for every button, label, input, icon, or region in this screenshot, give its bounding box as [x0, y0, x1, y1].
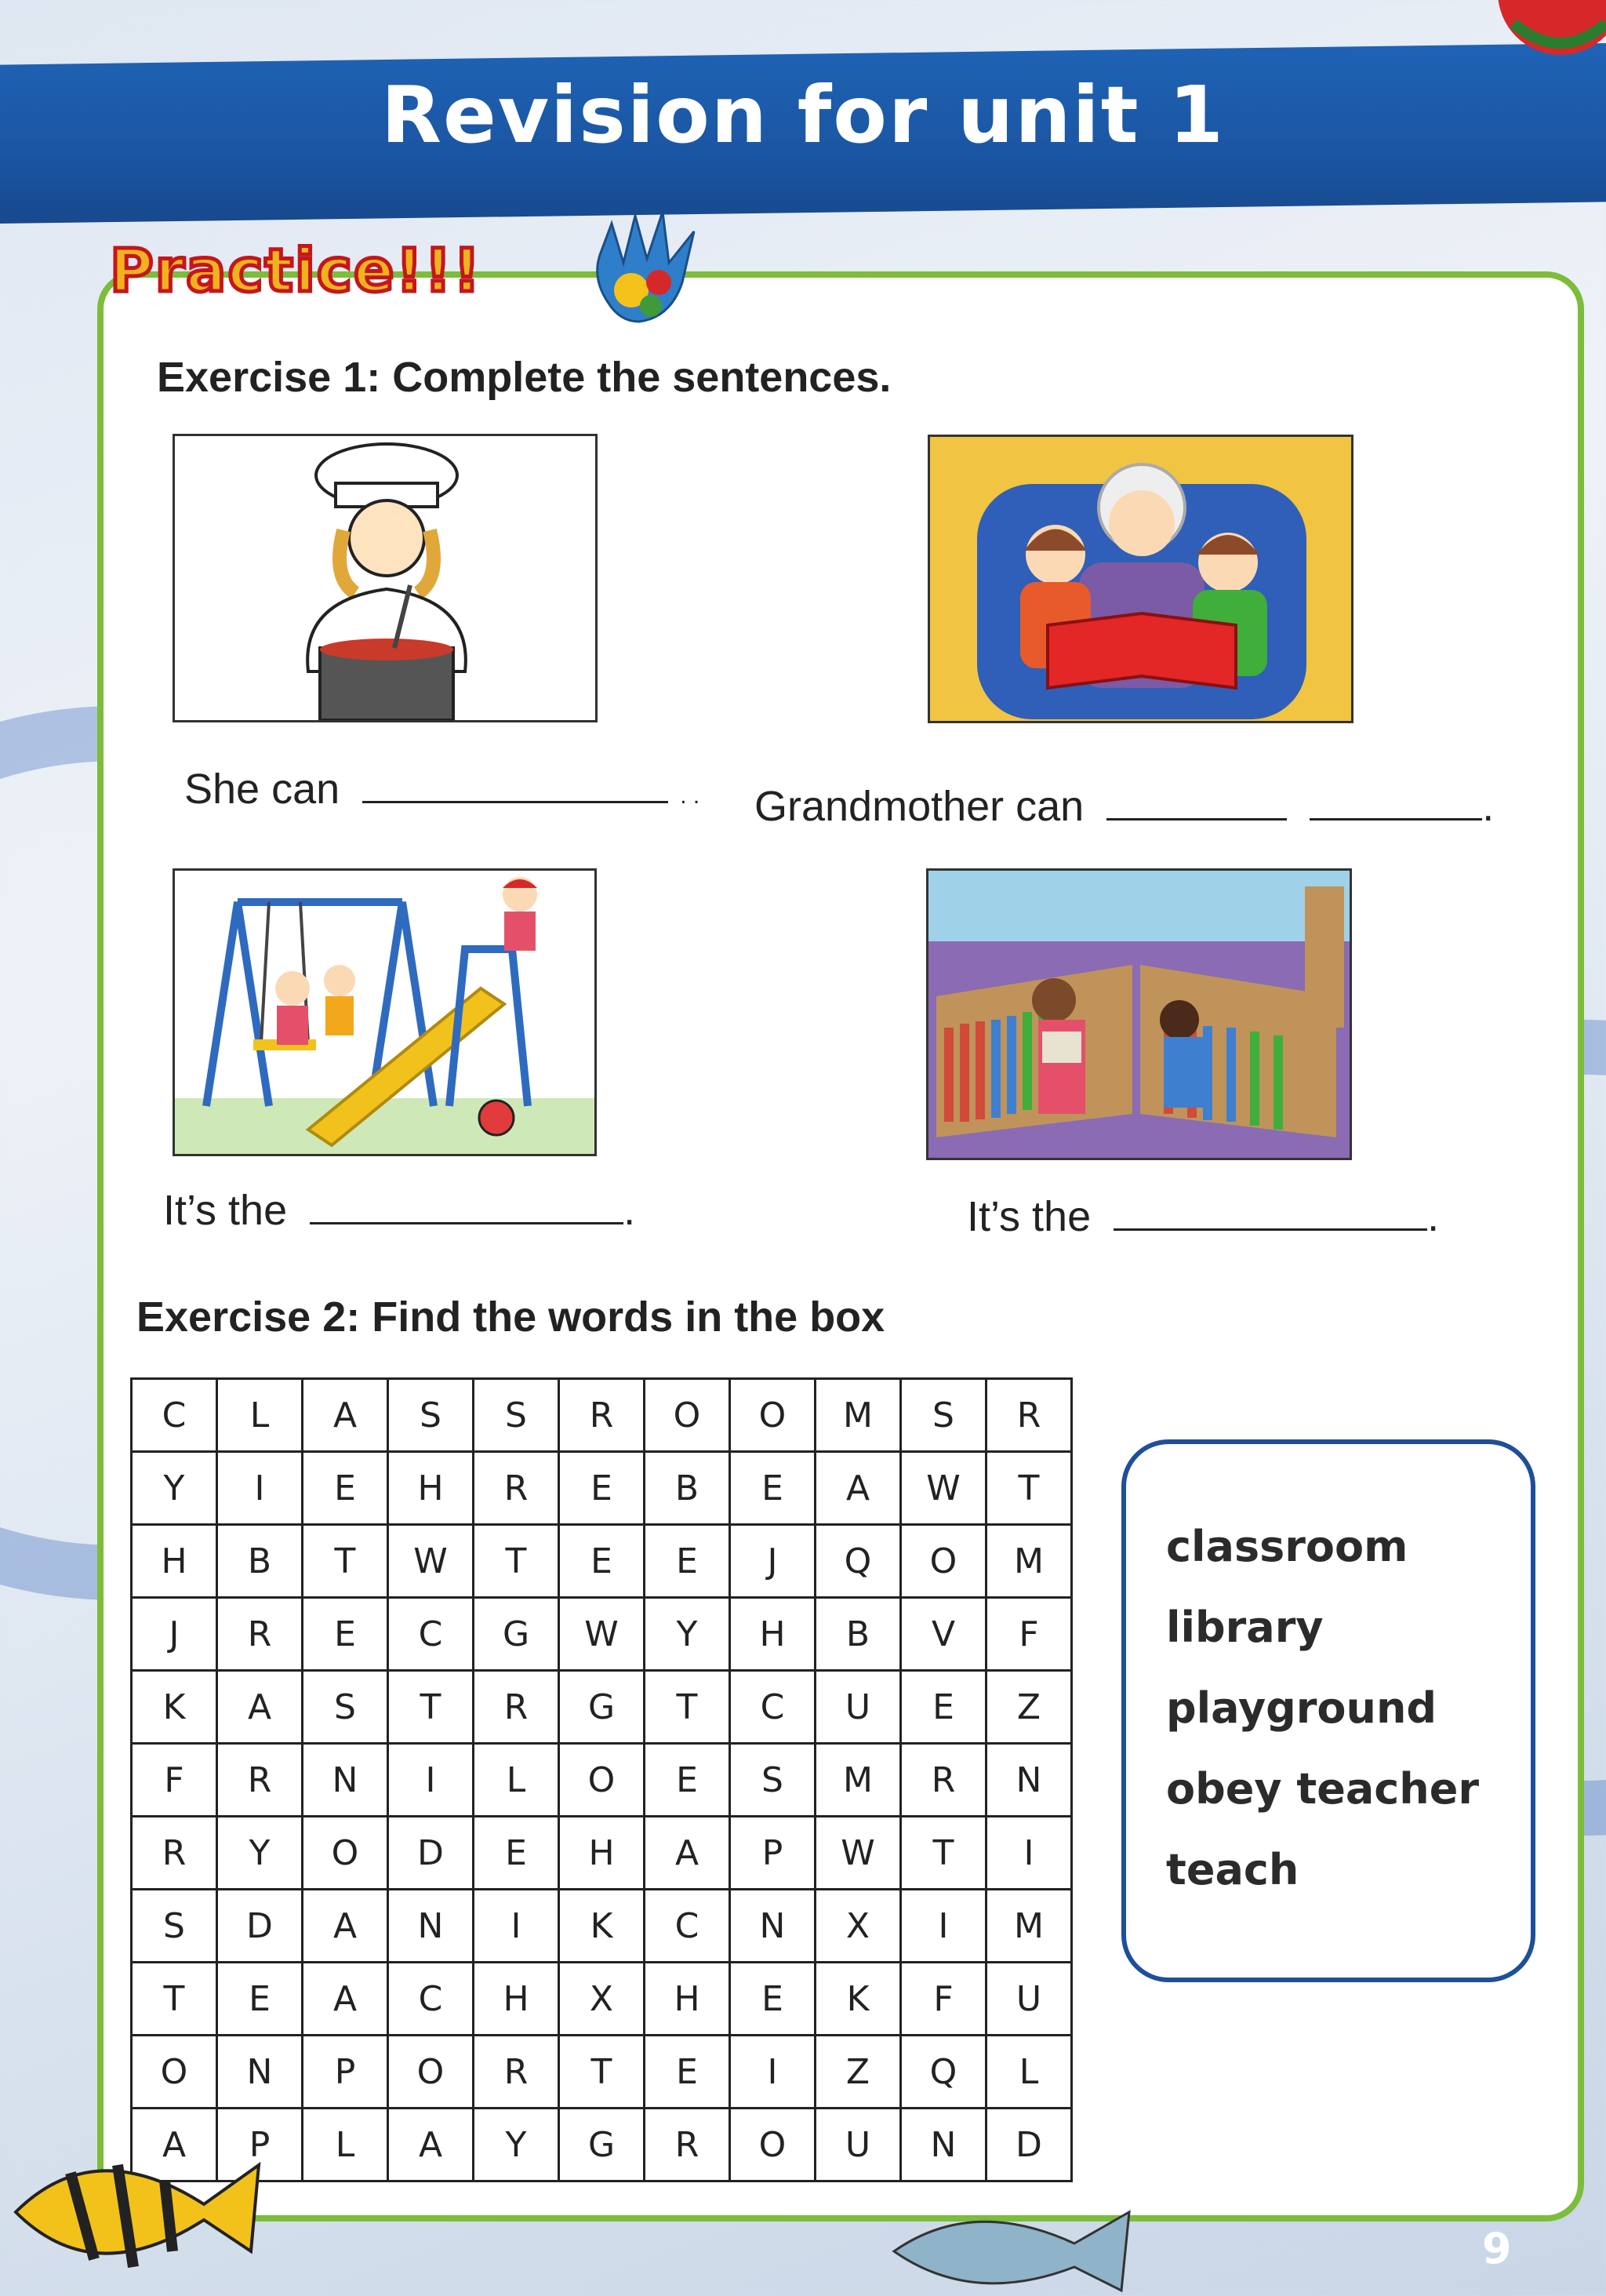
grid-cell[interactable]: O [730, 2109, 816, 2181]
grid-cell[interactable]: N [730, 1890, 816, 1963]
grid-cell[interactable]: I [474, 1890, 559, 1963]
grid-cell[interactable]: K [132, 1671, 217, 1744]
grid-cell[interactable]: N [303, 1744, 388, 1817]
sentence-3 [163, 1186, 635, 1235]
grid-cell[interactable]: T [388, 1671, 474, 1744]
sentence-4-suffix: . [1427, 1193, 1440, 1240]
grid-cell[interactable]: O [303, 1817, 388, 1890]
painted-hand-icon [576, 208, 718, 333]
grid-cell[interactable]: U [816, 1671, 901, 1744]
sentence-2-blank-a[interactable] [1106, 787, 1287, 821]
grid-cell[interactable]: M [816, 1744, 901, 1817]
grid-cell[interactable]: C [645, 1890, 730, 1963]
grid-cell[interactable]: R [559, 1379, 645, 1452]
grid-cell[interactable]: T [645, 1671, 730, 1744]
grid-cell[interactable]: S [474, 1379, 559, 1452]
grid-cell[interactable]: G [474, 1598, 559, 1671]
grid-cell[interactable]: A [303, 1963, 388, 2036]
sentence-3-prefix: It’s the [163, 1187, 288, 1234]
grid-cell[interactable]: V [901, 1598, 986, 1671]
grid-cell[interactable]: D [217, 1890, 303, 1963]
grid-cell[interactable]: E [559, 1452, 645, 1525]
grid-cell[interactable]: E [474, 1817, 559, 1890]
grid-cell[interactable]: D [388, 1817, 474, 1890]
grid-cell[interactable]: I [217, 1452, 303, 1525]
grid-cell[interactable]: J [132, 1598, 217, 1671]
grid-cell[interactable]: J [730, 1525, 816, 1598]
grid-cell[interactable]: A [132, 2109, 217, 2181]
grid-row [132, 1744, 1072, 1817]
grid-cell[interactable]: N [901, 2109, 986, 2181]
fish-decoration-icon [878, 2196, 1161, 2296]
grid-cell[interactable]: L [986, 2036, 1072, 2109]
grid-cell[interactable]: E [730, 1452, 816, 1525]
word-list-item: classroom [1166, 1522, 1408, 1571]
sentence-1-suffix: . . [680, 783, 700, 809]
sentence-4 [967, 1192, 1439, 1241]
word-search-grid [130, 1377, 1073, 2182]
grid-cell[interactable]: Y [132, 1452, 217, 1525]
grid-cell[interactable]: E [730, 1963, 816, 2036]
sentence-1-prefix: She can [184, 766, 340, 813]
grid-cell[interactable]: H [645, 1963, 730, 2036]
grid-cell[interactable]: A [645, 1817, 730, 1890]
grid-cell[interactable]: O [132, 2036, 217, 2109]
grid-cell[interactable]: G [559, 2109, 645, 2181]
grid-cell[interactable]: M [986, 1890, 1072, 1963]
grid-cell[interactable]: P [217, 2109, 303, 2181]
grid-cell[interactable]: C [388, 1598, 474, 1671]
grid-cell[interactable]: F [901, 1963, 986, 2036]
word-list-item: obey teacher [1166, 1764, 1479, 1814]
grid-cell[interactable]: T [474, 1525, 559, 1598]
grid-row [132, 1817, 1072, 1890]
grid-cell[interactable]: H [132, 1525, 217, 1598]
grid-cell[interactable]: H [559, 1817, 645, 1890]
grid-cell[interactable]: O [730, 1379, 816, 1452]
fish-decoration-icon [0, 2118, 329, 2296]
grid-cell[interactable]: T [303, 1525, 388, 1598]
grid-cell[interactable]: W [559, 1598, 645, 1671]
grid-cell[interactable]: R [901, 1744, 986, 1817]
grid-cell[interactable]: R [217, 1744, 303, 1817]
grid-cell[interactable]: C [388, 1963, 474, 2036]
grid-cell[interactable]: Q [901, 2036, 986, 2109]
grid-cell[interactable]: A [388, 2109, 474, 2181]
grid-cell[interactable]: U [986, 1963, 1072, 2036]
grid-row [132, 1890, 1072, 1963]
grid-cell[interactable]: P [303, 2036, 388, 2109]
grid-row [132, 1452, 1072, 1525]
grid-cell[interactable]: S [132, 1890, 217, 1963]
grid-cell[interactable]: I [986, 1817, 1072, 1890]
grid-cell[interactable]: Y [217, 1817, 303, 1890]
grid-cell[interactable]: R [986, 1379, 1072, 1452]
grid-cell[interactable]: I [388, 1744, 474, 1817]
practice-badge: Practice!!! [110, 235, 482, 305]
sentence-2-blank-b[interactable] [1310, 787, 1482, 821]
grid-cell[interactable]: A [217, 1671, 303, 1744]
grid-cell[interactable]: H [388, 1452, 474, 1525]
grid-cell[interactable]: S [303, 1671, 388, 1744]
grid-cell[interactable]: D [986, 2109, 1072, 2181]
sentence-4-prefix: It’s the [967, 1193, 1092, 1240]
grid-cell[interactable]: S [730, 1744, 816, 1817]
exercise1-title: Exercise 1: Complete the sentences. [157, 354, 892, 401]
grid-cell[interactable]: L [217, 1379, 303, 1452]
grid-cell[interactable]: R [474, 1671, 559, 1744]
grid-cell[interactable]: B [816, 1598, 901, 1671]
grid-cell[interactable]: T [559, 2036, 645, 2109]
grid-cell[interactable]: A [303, 1890, 388, 1963]
grid-row [132, 2036, 1072, 2109]
grid-row [132, 1525, 1072, 1598]
grid-cell[interactable]: N [986, 1744, 1072, 1817]
sentence-1 [184, 765, 699, 813]
grid-cell[interactable]: R [645, 2109, 730, 2181]
grid-cell[interactable]: X [816, 1890, 901, 1963]
grid-cell[interactable]: N [217, 2036, 303, 2109]
grid-cell[interactable]: L [303, 2109, 388, 2181]
grid-cell[interactable]: A [303, 1379, 388, 1452]
word-list-item: teach [1166, 1845, 1299, 1894]
grid-cell[interactable]: O [388, 2036, 474, 2109]
grid-cell[interactable]: E [645, 1525, 730, 1598]
grid-cell[interactable]: H [474, 1963, 559, 2036]
word-list-item: playground [1166, 1683, 1437, 1733]
grid-row [132, 1671, 1072, 1744]
grid-cell[interactable]: E [645, 2036, 730, 2109]
grid-cell[interactable]: K [816, 1963, 901, 2036]
grid-cell[interactable]: E [303, 1452, 388, 1525]
grid-cell[interactable]: B [217, 1525, 303, 1598]
grid-cell[interactable]: Q [816, 1525, 901, 1598]
sentence-3-suffix: . [623, 1187, 636, 1234]
chef-cooking-image [173, 434, 598, 722]
page-number: 9 [1482, 2224, 1512, 2273]
grid-cell[interactable]: I [901, 1890, 986, 1963]
grid-cell[interactable]: P [730, 1817, 816, 1890]
sentence-3-blank[interactable] [310, 1191, 623, 1224]
grid-row [132, 1963, 1072, 2036]
sentence-1-blank[interactable] [362, 770, 668, 803]
grid-cell[interactable]: W [901, 1452, 986, 1525]
grid-cell[interactable]: F [132, 1744, 217, 1817]
grid-row [132, 1379, 1072, 1452]
grid-cell[interactable]: E [217, 1963, 303, 2036]
grid-cell[interactable]: X [559, 1963, 645, 2036]
grid-cell[interactable]: T [901, 1817, 986, 1890]
sentence-2 [754, 782, 1494, 831]
grid-cell[interactable]: K [559, 1890, 645, 1963]
grid-cell[interactable]: O [645, 1379, 730, 1452]
grid-cell[interactable]: E [901, 1671, 986, 1744]
library-image [926, 868, 1352, 1160]
grid-cell[interactable]: Y [474, 2109, 559, 2181]
grid-cell[interactable]: C [132, 1379, 217, 1452]
grid-row [132, 1598, 1072, 1671]
exercise2-title: Exercise 2: Find the words in the box [136, 1294, 885, 1341]
grid-cell[interactable]: Y [645, 1598, 730, 1671]
grandmother-reading-image [928, 435, 1353, 723]
grid-cell[interactable]: Z [986, 1671, 1072, 1744]
grid-cell[interactable]: F [986, 1598, 1072, 1671]
grid-cell[interactable]: U [816, 2109, 901, 2181]
grid-cell[interactable]: O [559, 1744, 645, 1817]
grid-cell[interactable]: R [132, 1817, 217, 1890]
grid-cell[interactable]: B [645, 1452, 730, 1525]
grid-cell[interactable]: Z [816, 2036, 901, 2109]
grid-cell[interactable]: L [474, 1744, 559, 1817]
grid-cell[interactable]: W [816, 1817, 901, 1890]
grid-cell[interactable]: W [388, 1525, 474, 1598]
grid-cell[interactable]: E [303, 1598, 388, 1671]
grid-cell[interactable]: G [559, 1671, 645, 1744]
grid-cell[interactable]: N [388, 1890, 474, 1963]
grid-cell[interactable]: S [388, 1379, 474, 1452]
grid-cell[interactable]: T [986, 1452, 1072, 1525]
grid-cell[interactable]: O [901, 1525, 986, 1598]
sentence-2-prefix: Grandmother can [754, 783, 1085, 830]
grid-cell[interactable]: C [730, 1671, 816, 1744]
sentence-2-suffix: . [1482, 783, 1495, 830]
page-title: Revision for unit 1 [381, 69, 1225, 161]
playground-image [173, 868, 597, 1156]
grid-cell[interactable]: T [132, 1963, 217, 2036]
grid-cell[interactable]: H [730, 1598, 816, 1671]
grid-cell[interactable]: I [730, 2036, 816, 2109]
grid-cell[interactable]: S [901, 1379, 986, 1452]
grid-cell[interactable]: R [217, 1598, 303, 1671]
ball-decoration-icon [1451, 0, 1606, 63]
grid-cell[interactable]: R [474, 1452, 559, 1525]
sentence-4-blank[interactable] [1114, 1197, 1427, 1231]
grid-cell[interactable]: E [645, 1744, 730, 1817]
grid-cell[interactable]: R [474, 2036, 559, 2109]
word-list-item: library [1166, 1603, 1324, 1652]
grid-cell[interactable]: M [986, 1525, 1072, 1598]
grid-cell[interactable]: A [816, 1452, 901, 1525]
grid-cell[interactable]: E [559, 1525, 645, 1598]
grid-cell[interactable]: M [816, 1379, 901, 1452]
